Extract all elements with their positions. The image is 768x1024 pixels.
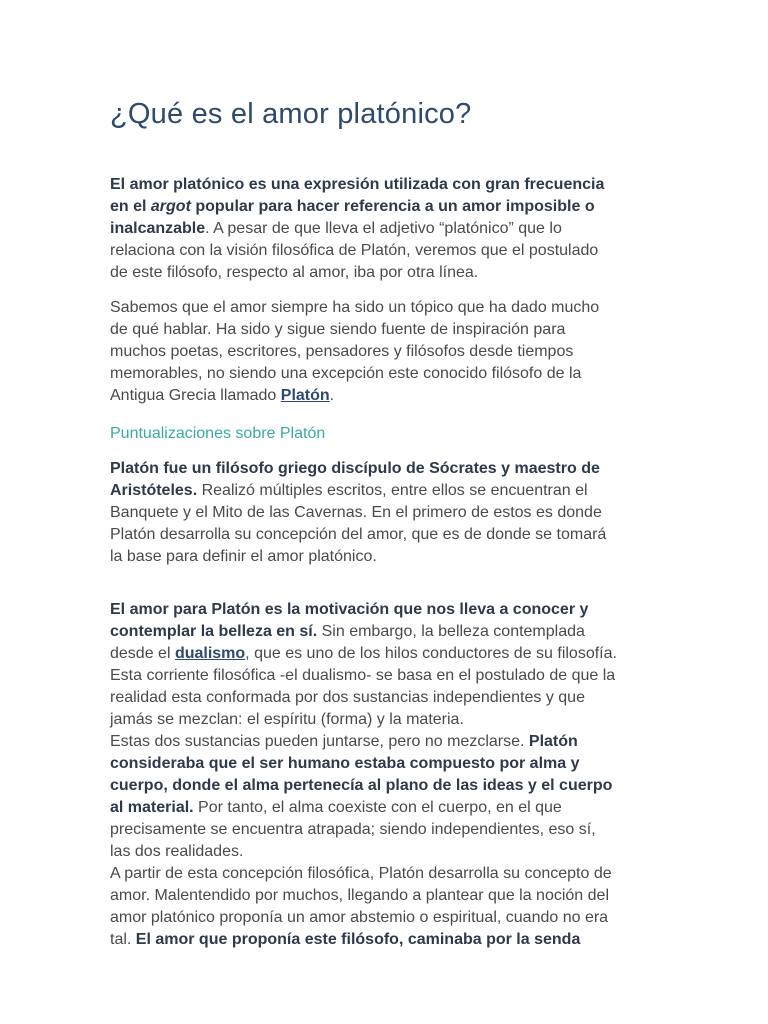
- platon-paragraph: Platón fue un filósofo griego discípulo de Sócrates y maestro de Aristóteles. Realizó múltiples escritos, entre ellos se encuentran el Banquete y el Mito de las Cavernas. En el primero de estos es donde Platón desarrolla su concepción del amor, que es de donde se tomará la base para definir el amor platónico.: [110, 460, 607, 565]
- page-title: ¿Qué es el amor platónico?: [110, 98, 472, 130]
- argot-term: argot: [150, 198, 191, 215]
- platon-link[interactable]: Platón: [280, 387, 330, 404]
- intro-paragraph: El amor platónico es una expresión utilizada con gran frecuencia en el argot popular para hacer referencia a un amor imposible o inalcanzable. A pesar de que lleva el adjetivo “platónico” que lo relaciona con la visión filosófica de Platón, veremos que el postulado de este filósofo, respecto al amor, iba por otra línea.: [110, 176, 605, 281]
- love-paragraph: El amor para Platón es la motivación que nos lleva a conocer y contemplar la belleza en sí. Sin embargo, la belleza contemplada desde el dualismo, que es uno de los hilos conductores de su filosofía. Esta corriente filosófica -el dualismo- se basa en el postulado de que la realidad esta conformada por dos sustancias independientes y que jamás se mezclan: el espíritu (forma) y la materia. Estas dos sustancias pueden juntarse, pero no mezclarse. Platón consideraba que el ser humano estaba compuesto por alma y cuerpo, donde el alma pertenecía al plano de las ideas y el cuerpo al material. Por tanto, el alma coexiste con el cuerpo, en el que precisamente se encuentra atrapada; siendo independientes, eso sí, las dos realidades. A partir de esta concepción filosófica, Platón desarrolla su concepto de amor. Malentendido por muchos, llegando a plantear que la noción del amor platónico proponía un amor abstemio o espiritual, cuando no era tal. El amor que proponía este filósofo, caminaba por la senda: [110, 601, 617, 948]
- intro-line-1: El amor platónico es una expresión utilizada con gran frecuencia: [110, 176, 605, 193]
- document-page: [110, 96, 670, 951]
- section-subheading: Puntualizaciones sobre Platón: [110, 425, 326, 442]
- dualismo-link[interactable]: dualismo: [174, 645, 246, 662]
- second-paragraph: Sabemos que el amor siempre ha sido un tópico que ha dado mucho de qué hablar. Ha sido y sigue siendo fuente de inspiración para muchos poetas, escritores, pensadores y filósofos desde tiempos memorables, no siendo una excepción este conocido filósofo de la Antigua Grecia llamado Platón.: [110, 299, 600, 404]
